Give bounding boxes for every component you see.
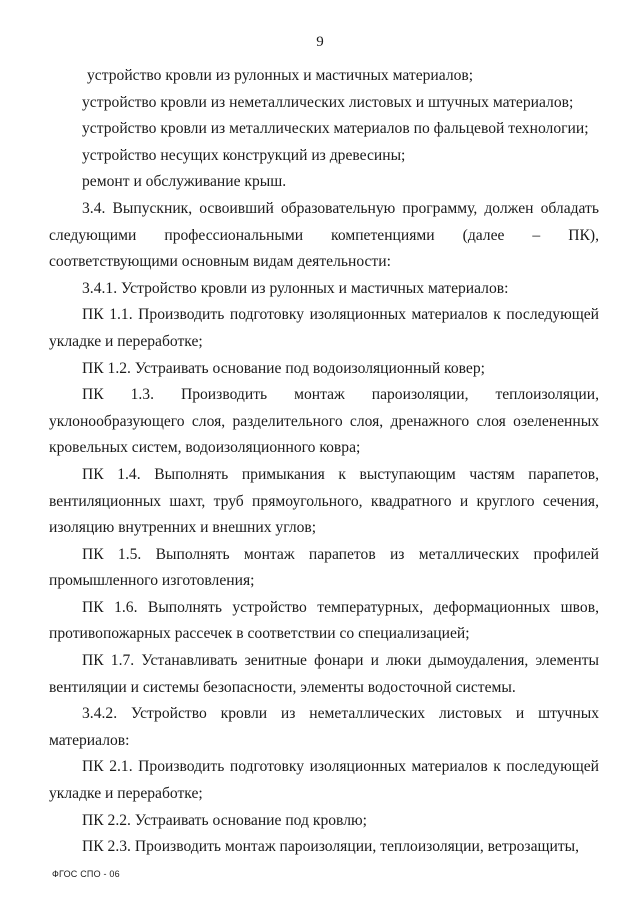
competency-pk-1-5: ПК 1.5. Выполнять монтаж парапетов из металлических профилей промышленного изготовления; [49,545,599,590]
document-body [49,63,599,861]
competency-pk-2-2: ПК 2.2. Устраивать основание под кровлю; [82,811,367,829]
list-item-activity: устройство кровли из металлических материалов по фальцевой технологии; [82,120,589,138]
subsection-heading-3-4-2: 3.4.2. Устройство кровли из неметаллических листовых и штучных материалов: [49,705,599,749]
competency-pk-2-1: ПК 2.1. Производить подготовку изоляционных материалов к последующей укладке и переработке; [49,758,599,803]
list-item-activity: устройство несущих конструкций из древесины; [82,146,406,164]
competency-pk-1-4: ПК 1.4. Выполнять примыкания к выступающим частям парапетов, вентиляционных шахт, труб прямоугольного, квадратного и круглого сечения, изоляцию внутренних и внешних углов; [49,465,599,537]
list-item-activity: устройство кровли из рулонных и мастичных материалов; [87,67,474,84]
list-item-activity: устройство кровли из неметаллических листовых и штучных материалов; [82,93,574,111]
competency-pk-2-3: ПК 2.3. Производить монтаж пароизоляции, теплоизоляции, ветрозащиты, [82,838,580,856]
competency-pk-1-1: ПК 1.1. Производить подготовку изоляционных материалов к последующей укладке и переработке; [49,306,599,350]
competency-pk-1-2: ПК 1.2. Устраивать основание под водоизоляционный ковер; [82,359,485,377]
paragraph-section-3-4: 3.4. Выпускник, освоивший образовательную программу, должен обладать следующими профессиональными компетенциями (далее – ПК), соответствующими основным видам деятельности: [49,199,599,271]
competency-pk-1-3: ПК 1.3. Производить монтаж пароизоляции, теплоизоляции, уклонообразующего слоя, разделительного слоя, дренажного слоя озелененных кровельных систем, водоизоляционного ковра; [49,386,599,457]
list-item-activity: ремонт и обслуживание крыш. [82,173,287,191]
competency-pk-1-6: ПК 1.6. Выполнять устройство температурных, деформационных швов, противопожарных рассечек в соответствии со специализацией; [49,598,599,643]
footer-document-code: ФГОС СПО - 06 [52,869,120,879]
page-number: 9 [316,34,324,50]
subsection-heading-3-4-1: 3.4.1. Устройство кровли из рулонных и мастичных материалов: [82,279,509,297]
competency-pk-1-7: ПК 1.7. Устанавливать зенитные фонари и люки дымоудаления, элементы вентиляции и системы безопасности, элементы водосточной системы. [49,652,599,696]
